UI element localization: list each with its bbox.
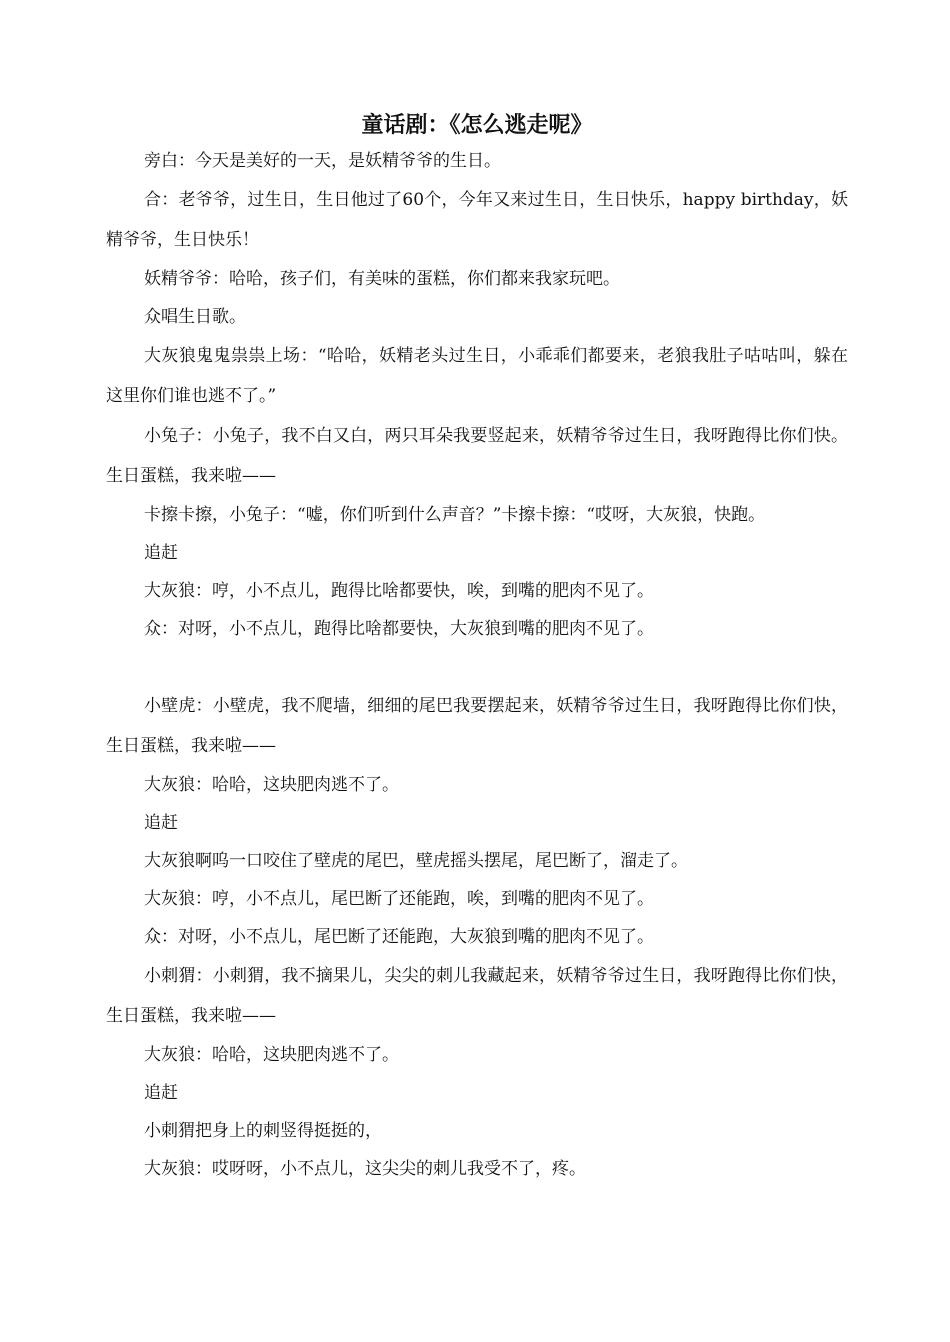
paragraph: 妖精爷爷：哈哈，孩子们，有美味的蛋糕，你们都来我家玩吧。 xyxy=(144,269,620,289)
paragraph: 小兔子：小兔子，我不白又白，两只耳朵我要竖起来，妖精爷爷过生日，我呀跑得比你们快。生日蛋糕，我来啦—— xyxy=(106,426,848,486)
paragraph: 小刺猬把身上的刺竖得挺挺的， xyxy=(144,1121,382,1141)
paragraph: 追赶 xyxy=(144,1083,178,1103)
document-page xyxy=(106,108,848,1188)
page-title: 童话剧：《怎么逃走呢》 xyxy=(361,112,593,138)
paragraph: 众：对呀，小不点儿，跑得比啥都要快，大灰狼到嘴的肥肉不见了。 xyxy=(144,619,654,639)
paragraph: 合：老爷爷，过生日，生日他过了60个，今年又来过生日，生日快乐，happy birthday，妖精爷爷，生日快乐！ xyxy=(106,190,848,250)
paragraph: 小刺猬：小刺猬，我不摘果儿，尖尖的刺儿我藏起来，妖精爷爷过生日，我呀跑得比你们快，生日蛋糕，我来啦—— xyxy=(106,966,848,1026)
paragraph: 小壁虎：小壁虎，我不爬墙，细细的尾巴我要摆起来，妖精爷爷过生日，我呀跑得比你们快，生日蛋糕，我来啦—— xyxy=(106,696,848,756)
paragraph: 大灰狼：哼，小不点儿，尾巴断了还能跑，唉，到嘴的肥肉不见了。 xyxy=(144,889,654,909)
paragraph: 大灰狼啊呜一口咬住了壁虎的尾巴，壁虎摇头摆尾，尾巴断了，溜走了。 xyxy=(144,851,688,871)
paragraph: 大灰狼：哎呀呀，小不点儿，这尖尖的刺儿我受不了，疼。 xyxy=(144,1159,586,1179)
paragraph: 众唱生日歌。 xyxy=(144,307,246,327)
paragraph: 卡擦卡擦，小兔子：“嘘，你们听到什么声音？”卡擦卡擦：“哎呀，大灰狼，快跑。 xyxy=(144,505,766,525)
paragraph: 追赶 xyxy=(144,543,178,563)
paragraph: 旁白：今天是美好的一天，是妖精爷爷的生日。 xyxy=(144,151,501,171)
paragraph: 众：对呀，小不点儿，尾巴断了还能跑，大灰狼到嘴的肥肉不见了。 xyxy=(144,927,654,947)
blank-line xyxy=(106,648,848,686)
paragraph: 大灰狼：哈哈，这块肥肉逃不了。 xyxy=(144,775,399,795)
paragraph: 大灰狼：哼，小不点儿，跑得比啥都要快，唉，到嘴的肥肉不见了。 xyxy=(144,581,654,601)
paragraph: 大灰狼鬼鬼祟祟上场：“哈哈，妖精老头过生日，小乖乖们都要来，老狼我肚子咕咕叫，躲在这里你们谁也逃不了。” xyxy=(106,346,848,406)
paragraph: 追赶 xyxy=(144,813,178,833)
paragraph: 大灰狼：哈哈，这块肥肉逃不了。 xyxy=(144,1045,399,1065)
